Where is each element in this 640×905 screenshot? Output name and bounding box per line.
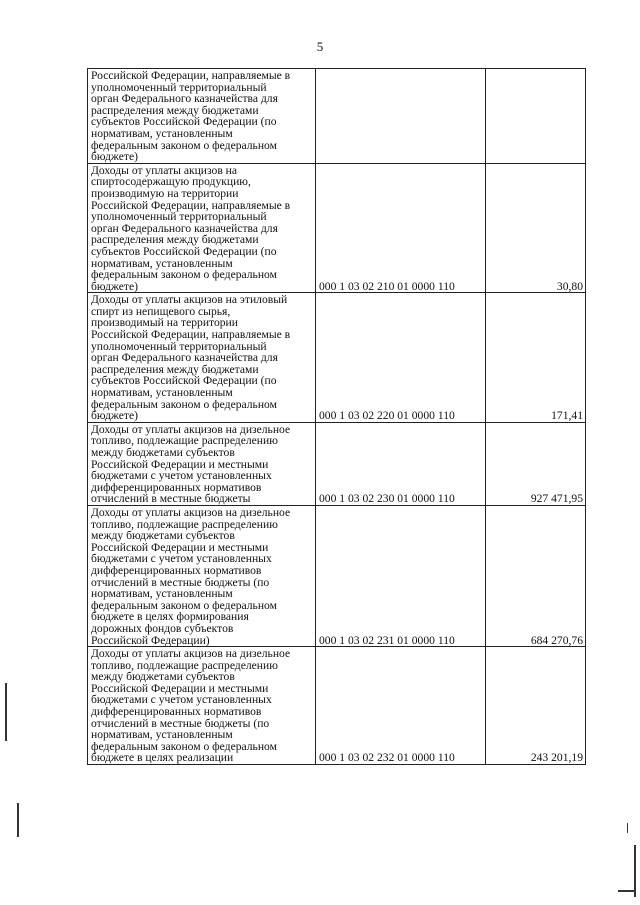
row-amount: 684 270,76 bbox=[486, 505, 586, 646]
table-row bbox=[88, 163, 586, 293]
row-code: 000 1 03 02 231 01 0000 110 bbox=[316, 505, 486, 646]
row-amount: 30,80 bbox=[486, 163, 586, 293]
row-description: Доходы от уплаты акцизов на этиловый спирт из непищевого сырья, производимый на территории Российской Федерации, направляемые в уполномоченный территориальный орган Федерального казначейства для распределения между бюджетами субъектов Российской Федерации (по нормативам, установленным федеральным законом о федеральном бюджете) bbox=[88, 293, 316, 423]
row-code bbox=[316, 69, 486, 164]
scan-edge-mark bbox=[618, 890, 636, 892]
row-amount: 243 201,19 bbox=[486, 647, 586, 765]
scan-edge-mark bbox=[17, 803, 19, 837]
revenue-table bbox=[87, 68, 586, 765]
row-description: Доходы от уплаты акцизов на дизельное топливо, подлежащие распределению между бюджетами субъектов Российской Федерации и местными бюджетами с учетом установленных дифференцированных нормативов отчислений в местные бюджеты (по нормативам, установленным федеральным законом о федеральном бюджете в целях формирования дорожных фондов субъектов Российской Федерации) bbox=[88, 505, 316, 646]
row-code: 000 1 03 02 232 01 0000 110 bbox=[316, 647, 486, 765]
row-amount: 927 471,95 bbox=[486, 422, 586, 505]
table-row bbox=[88, 647, 586, 765]
row-description: Доходы от уплаты акцизов на дизельное топливо, подлежащие распределению между бюджетами субъектов Российской Федерации и местными бюджетами с учетом установленных дифференцированных нормативов отчислений в местные бюджеты bbox=[88, 422, 316, 505]
row-amount: 171,41 bbox=[486, 293, 586, 423]
table-row bbox=[88, 505, 586, 646]
scan-edge-mark bbox=[5, 683, 7, 741]
row-code: 000 1 03 02 230 01 0000 110 bbox=[316, 422, 486, 505]
table-row bbox=[88, 69, 586, 164]
row-code: 000 1 03 02 210 01 0000 110 bbox=[316, 163, 486, 293]
row-code: 000 1 03 02 220 01 0000 110 bbox=[316, 293, 486, 423]
row-description: Доходы от уплаты акцизов на дизельное топливо, подлежащие распределению между бюджетами субъектов Российской Федерации и местными бюджетами с учетом установленных дифференцированных нормативов отчислений в местные бюджеты (по нормативам, установленным федеральным законом о федеральном бюджете в целях реализации bbox=[88, 647, 316, 765]
page-number: 5 bbox=[316, 39, 324, 54]
row-description: Российской Федерации, направляемые в уполномоченный территориальный орган Федерального казначейства для распределения между бюджетами субъектов Российской Федерации (по нормативам, установленным федеральным законом о федеральном бюджете) bbox=[88, 69, 316, 164]
row-description: Доходы от уплаты акцизов на спиртосодержащую продукцию, производимую на территории Российской Федерации, направляемые в уполномоченный территориальный орган Федерального казначейства для распределения между бюджетами субъектов Российской Федерации (по нормативам, установленным федеральным законом о федеральном бюджете) bbox=[88, 163, 316, 293]
row-amount bbox=[486, 69, 586, 164]
table-row bbox=[88, 422, 586, 505]
scan-edge-mark bbox=[627, 823, 628, 833]
table-row bbox=[88, 293, 586, 423]
